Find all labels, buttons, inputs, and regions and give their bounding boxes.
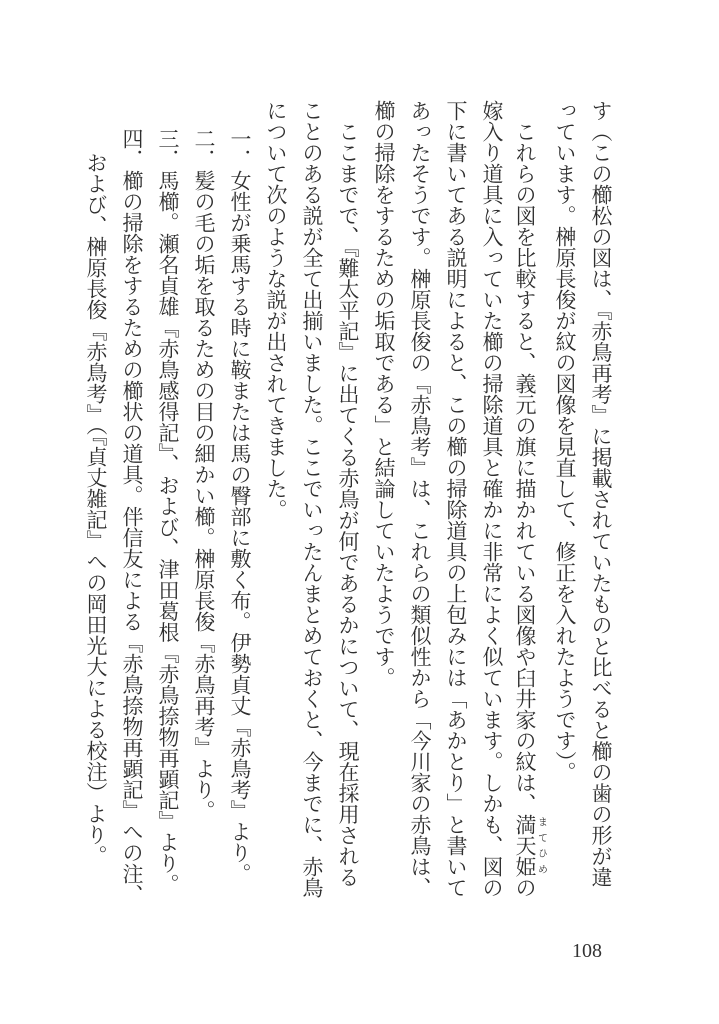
text-line <box>510 100 547 898</box>
ruby-base: 満天姫 <box>513 814 537 877</box>
list-item: 二．髪の毛の垢を取るための目の細かい櫛。榊原長俊『赤鳥再考』より。 <box>192 128 216 821</box>
text-line: について次のような説が出されてきました。 <box>264 100 288 520</box>
text-line-segment: の <box>513 877 537 898</box>
list-item: 三．馬櫛。瀬名貞雄『赤鳥感得記』、および、津田葛根『赤鳥捺物再顕記』より。 <box>156 128 180 895</box>
list-item-continuation: および、榊原長俊『赤鳥考』（『貞丈雑記』への岡田光大による校注）より。 <box>84 152 108 866</box>
text-line: 下に書いてある説明によると、この櫛の掃除道具の上包みには「あかとり」と書いて <box>444 100 468 898</box>
ruby-text: まてひめ <box>535 814 547 877</box>
text-line: 櫛の掃除をするための垢取である」と結論していたようです。 <box>372 100 396 688</box>
text-line: 嫁入り道具に入っていた櫛の掃除道具と確かに非常によく似ています。しかも、図の <box>480 100 504 898</box>
text-line: す（この櫛松の図は、『赤鳥再考』に掲載されていたものと比べると櫛の歯の形が違 <box>589 100 613 888</box>
list-item: 一．女性が乗馬する時に鞍または馬の臀部に敷く布。伊勢貞丈『赤鳥考』より。 <box>228 128 252 884</box>
text-line: ことのある説が全て出揃いました。ここでいったんまとめておくと、今までに、赤鳥 <box>300 100 324 898</box>
text-line-segment: これらの図を比較すると、義元の旗に描かれている図像や臼井家の紋は、 <box>513 121 537 814</box>
list-item: 四．櫛の掃除をするための櫛状の道具。伴信友による『赤鳥捺物再顕記』への注、 <box>120 128 144 905</box>
text-line: あったそうです。榊原長俊の『赤鳥考』は、これらの類似性から「今川家の赤鳥は、 <box>408 100 432 898</box>
text-line: ここまでで、『難太平記』に出てくる赤鳥が何であるかについて、現在採用される <box>336 121 360 888</box>
text-line: っています。榊原長俊が紋の図像を見直して、修正を入れたようです）。 <box>553 100 577 783</box>
page-number: 108 <box>572 940 602 962</box>
ruby-annotation <box>513 814 547 877</box>
